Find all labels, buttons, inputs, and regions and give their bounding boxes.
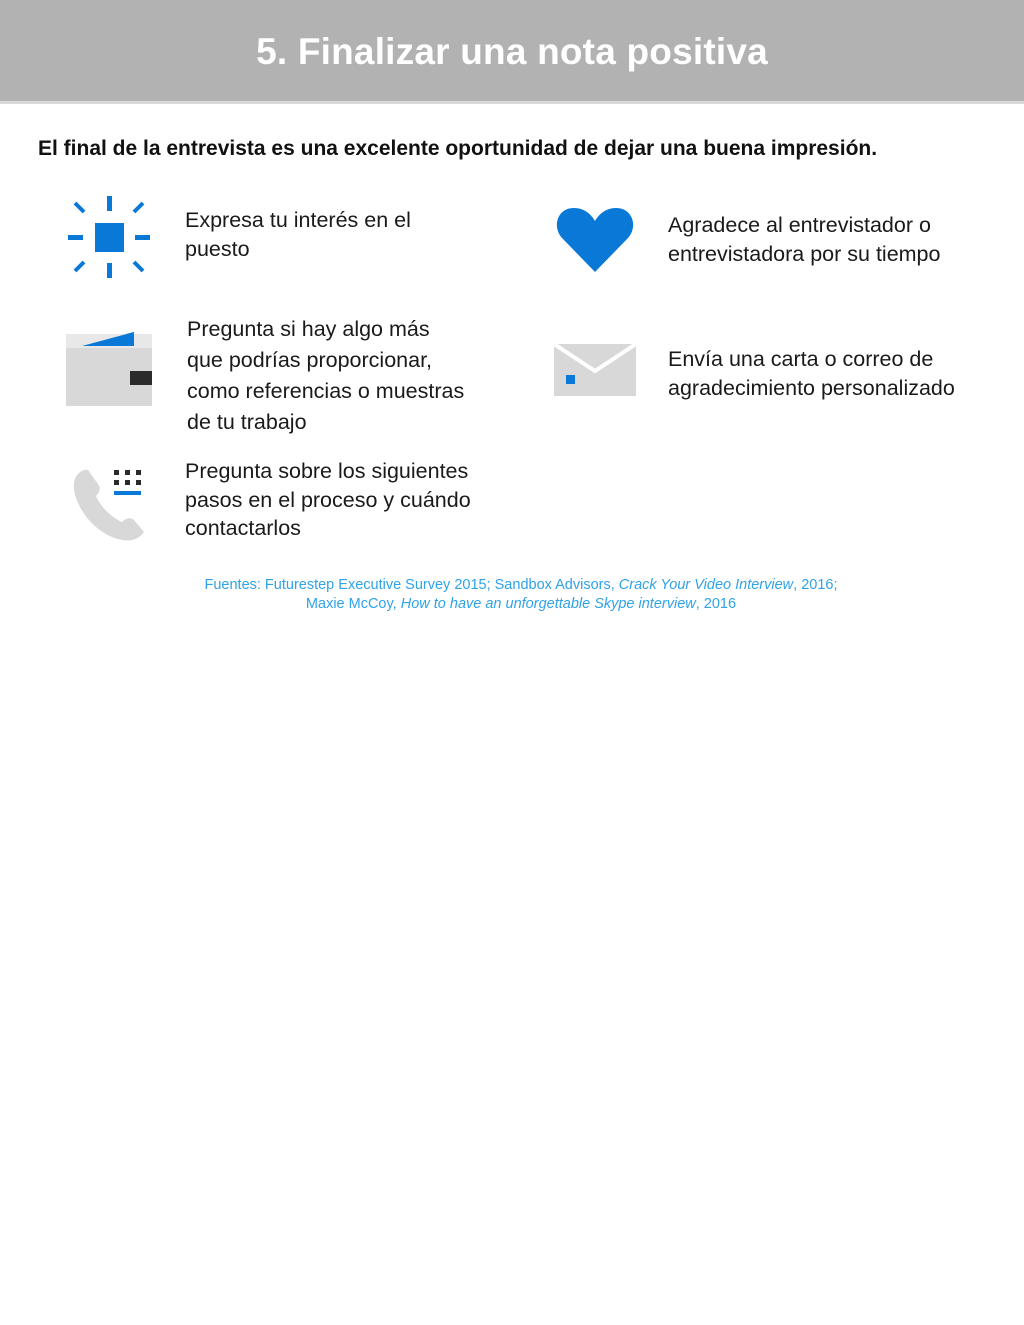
intro-text: El final de la entrevista es una excelente oportunidad de dejar una buena impresión. <box>38 137 878 160</box>
item-interest-text: Expresa tu interés en el puesto <box>185 208 411 261</box>
item-next-steps-text: Pregunta sobre los siguientes pasos en el proceso y cuándo contactarlos <box>185 459 471 540</box>
item-ask-more-text: Pregunta si hay algo más que podrías proporcionar, como referencias o muestras de tu trabajo <box>187 317 465 434</box>
item-letter-text: Envía una carta o correo de agradecimiento personalizado <box>668 347 955 400</box>
sources-line-1: Fuentes: Futurestep Executive Survey 2015; Sandbox Advisors, Crack Your Video Interview, 2016; <box>204 577 838 593</box>
sources-line-2: Maxie McCoy, How to have an unforgettable Skype interview, 2016 <box>305 595 737 612</box>
sun-burst-icon <box>66 194 152 280</box>
heart-icon <box>555 204 635 274</box>
sources-footnote <box>0 576 1024 613</box>
page-title: 5. Finalizar una nota positiva <box>256 31 768 72</box>
phone-dialpad-icon <box>70 464 154 544</box>
header-bar <box>0 0 1024 104</box>
item-thanks-text: Agradece al entrevistador o entrevistadora por su tiempo <box>668 213 941 266</box>
envelope-icon <box>553 343 637 397</box>
wallet-icon <box>64 328 156 408</box>
